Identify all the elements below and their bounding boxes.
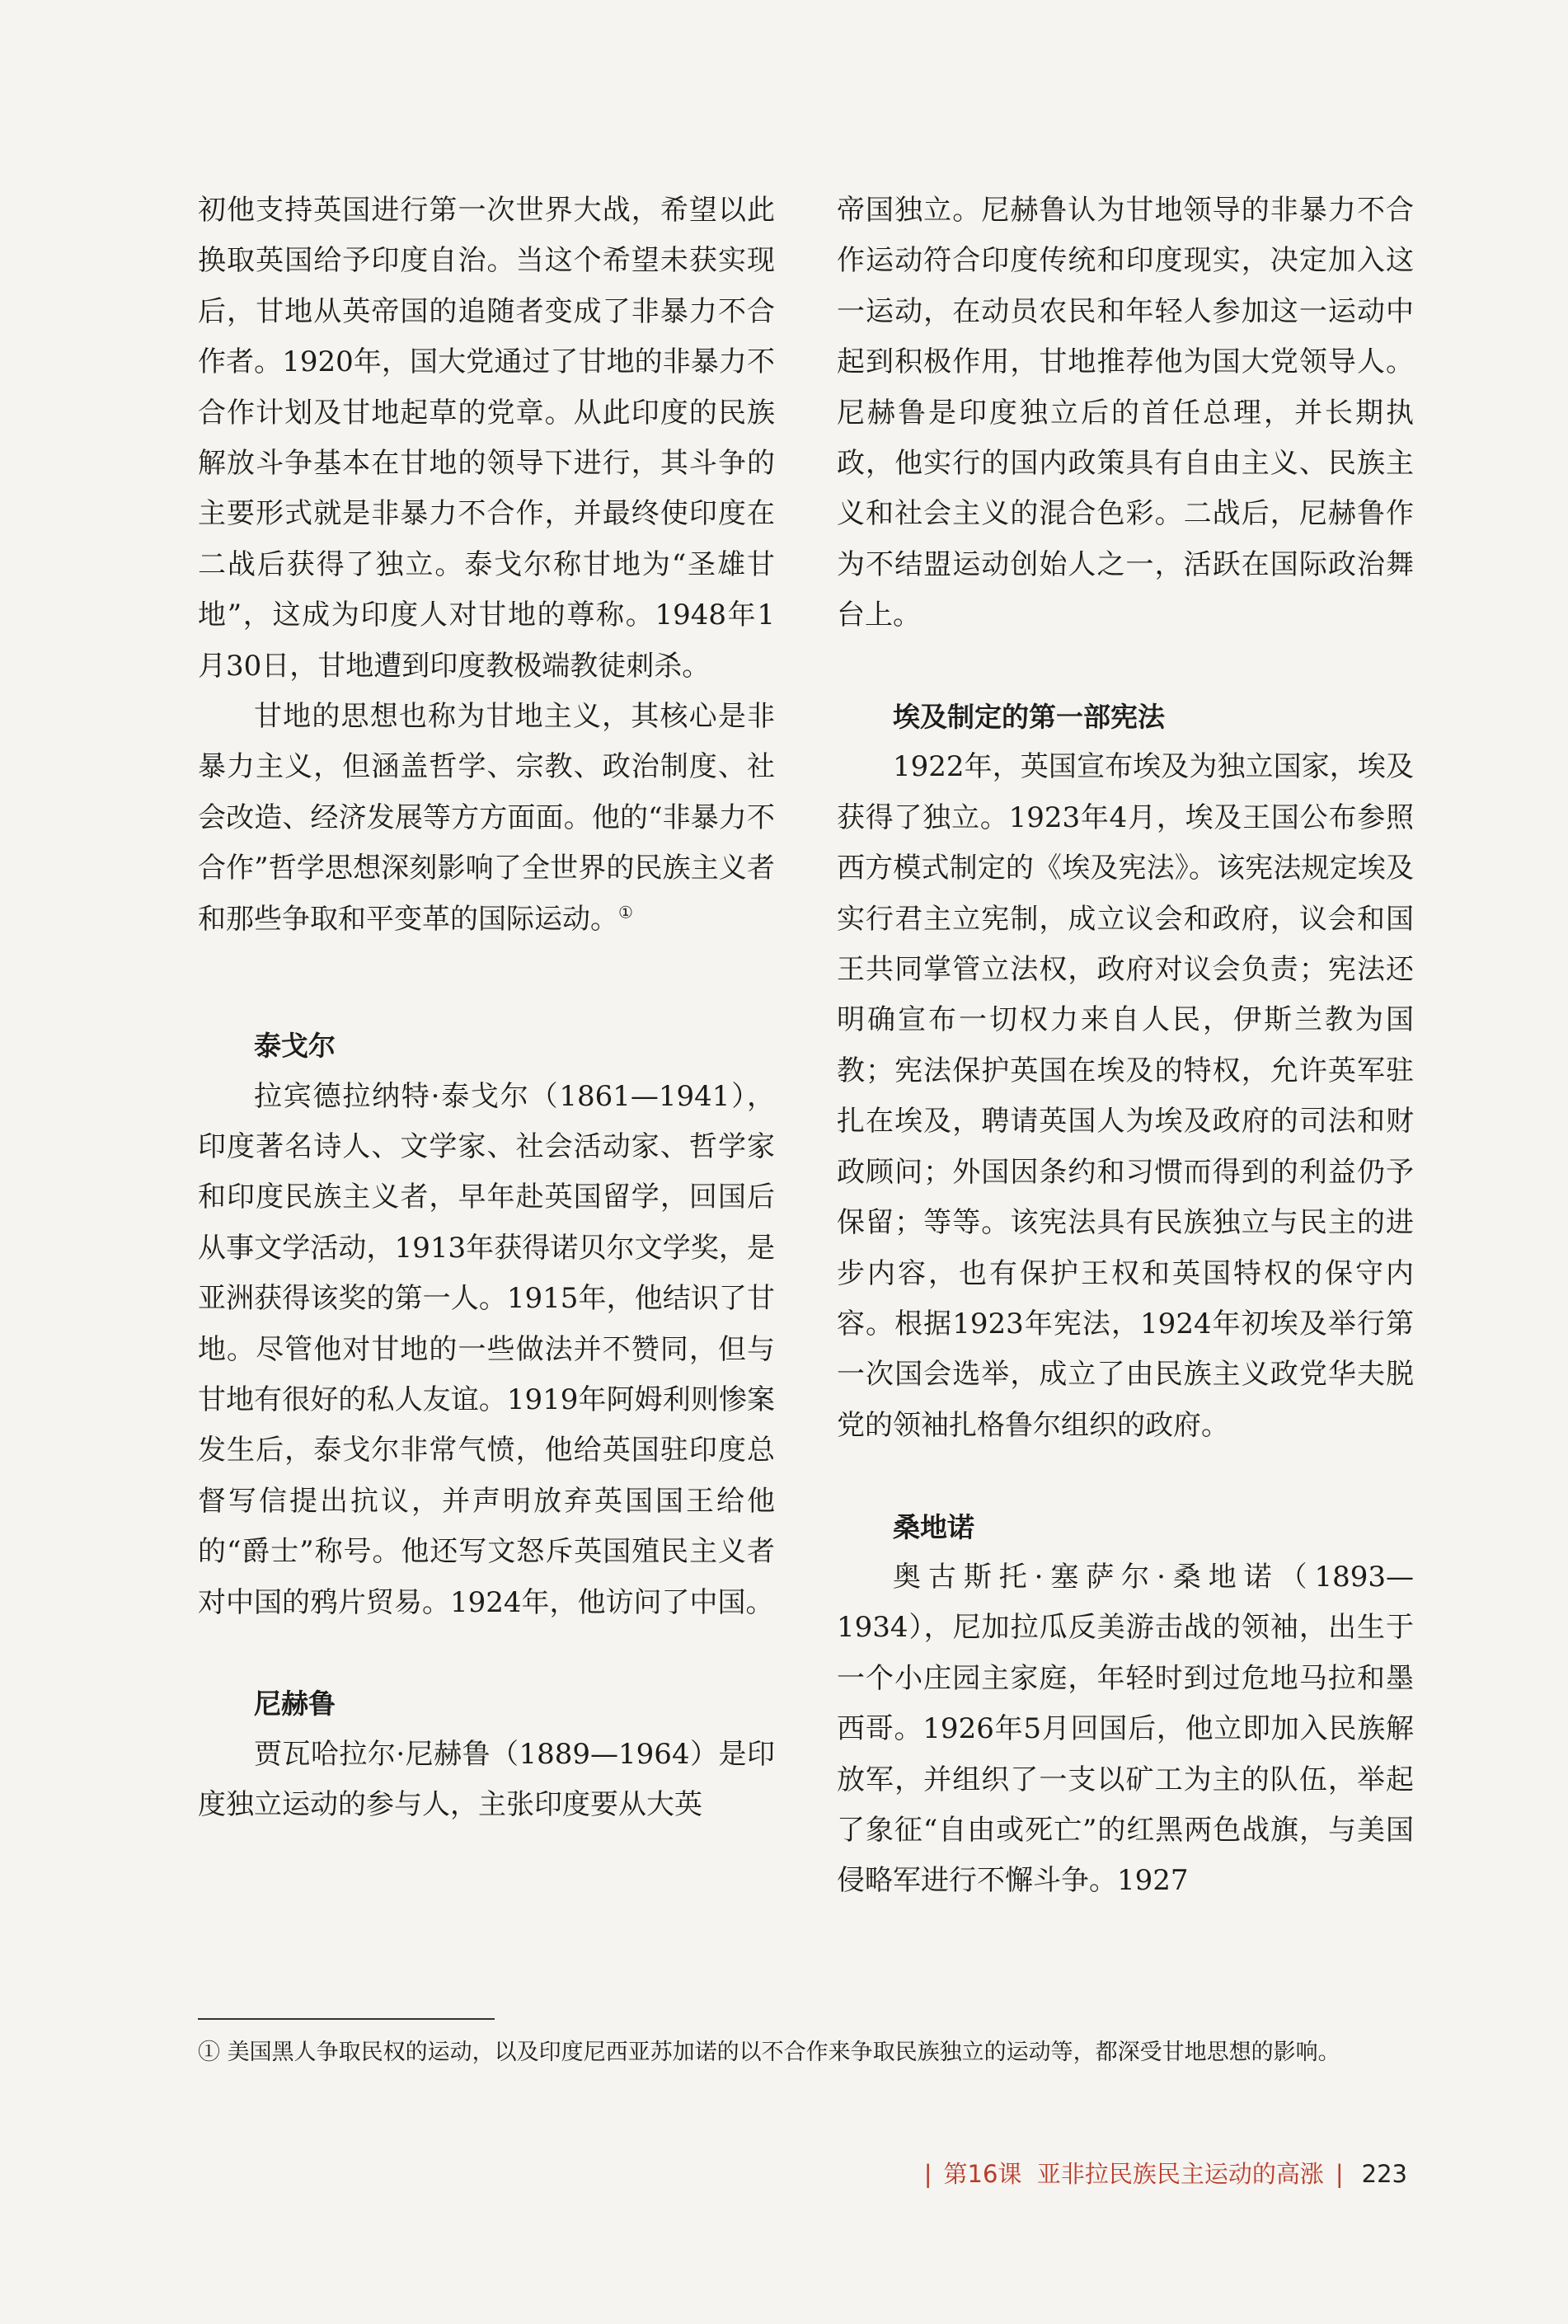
heading-nehru: 尼赫鲁 — [254, 1688, 336, 1721]
paragraph-sandino: 奥古斯托·塞萨尔·桑地诺（1893—1934），尼加拉瓜反美游击战的领袖，出生于一个小庄园主家庭，年轻时到过危地马拉和墨西哥。1926年5月回国后，他立即加入民族解放军，并组织了一支以矿工为主的队伍，举起了象征“自由或死亡”的红黑两色战旗，与美国侵略军进行不懈斗争。1927 — [837, 1560, 1414, 1898]
paragraph-nehru-cont: 帝国独立。尼赫鲁认为甘地领导的非暴力不合作运动符合印度传统和印度现实，决定加入这一运动，在动员农民和年轻人参加这一运动中起到积极作用，甘地推荐他为国大党领导人。尼赫鲁是印度独立后的首任总理，并长期执政，他实行的国内政策具有自由主义、民族主义和社会主义的混合色彩。二战后，尼赫鲁作为不结盟运动创始人之一，活跃在国际政治舞台上。 — [837, 194, 1414, 632]
paragraph-gandhi-thought-text: 甘地的思想也称为甘地主义，其核心是非暴力主义，但涵盖哲学、宗教、政治制度、社会改造、经济发展等方方面面。他的“非暴力不合作”哲学思想深刻影响了全世界的民族主义者和那些争取和平变革的国际运动。 — [198, 700, 775, 936]
page-number: 223 — [1361, 2160, 1407, 2188]
heading-tagore: 泰戈尔 — [254, 1030, 336, 1063]
paragraph-gandhi-thought — [198, 692, 775, 945]
heading-sandino: 桑地诺 — [893, 1510, 974, 1543]
right-column — [837, 185, 1414, 1907]
heading-egypt-constitution: 埃及制定的第一部宪法 — [893, 701, 1165, 734]
footer-lesson-title: 亚非拉民族民主运动的高涨 — [1036, 2160, 1324, 2188]
paragraph-nehru-start: 贾瓦哈拉尔·尼赫鲁（1889—1964）是印度独立运动的参与人，主张印度要从大英 — [198, 1737, 775, 1822]
left-column — [198, 185, 775, 1831]
paragraph-gandhi-history: 初他支持英国进行第一次世界大战，希望以此换取英国给予印度自治。当这个希望未获实现后，甘地从英帝国的追随者变成了非暴力不合作者。1920年，国大党通过了甘地的非暴力不合作计划及甘地起草的党章。从此印度的民族解放斗争基本在甘地的领导下进行，其斗争的主要形式就是非暴力不合作，并最终使印度在二战后获得了独立。泰戈尔称甘地为“圣雄甘地”，这成为印度人对甘地的尊称。1948年1月30日，甘地遭到印度教极端教徒刺杀。 — [198, 194, 775, 683]
paragraph-egypt-constitution: 1922年，英国宣布埃及为独立国家，埃及获得了独立。1923年4月，埃及王国公布参照西方模式制定的《埃及宪法》。该宪法规定埃及实行君主立宪制，成立议会和政府，议会和国王共同掌管立法权，政府对议会负责；宪法还明确宣布一切权力来自人民，伊斯兰教为国教；宪法保护英国在埃及的特权，允许英军驻扎在埃及，聘请英国人为埃及政府的司法和财政顾问；外国因条约和习惯而得到的利益仍予保留；等等。该宪法具有民族独立与民主的进步内容，也有保护王权和英国特权的保守内容。根据1923年宪法，1924年初埃及举行第一次国会选举，成立了由民族主义政党华夫脱党的领袖扎格鲁尔组织的政府。 — [837, 750, 1414, 1442]
footer-divider-left: | — [923, 2160, 932, 2188]
footnote-mark[interactable]: ① — [618, 902, 633, 923]
footnote-text: ① 美国黑人争取民权的运动，以及印度尼西亚苏加诺的以不合作来争取民族独立的运动等，都深受甘地思想的影响。 — [198, 2040, 1340, 2065]
footer-divider-right: | — [1335, 2160, 1344, 2188]
footer-lesson: 第16课 — [943, 2160, 1022, 2188]
page-footer — [913, 2156, 1407, 2190]
paragraph-tagore: 拉宾德拉纳特·泰戈尔（1861—1941），印度著名诗人、文学家、社会活动家、哲学家和印度民族主义者，早年赴英国留学，回国后从事文学活动，1913年获得诺贝尔文学奖，是亚洲获得该奖的第一人。1915年，他结识了甘地。尽管他对甘地的一些做法并不赞同，但与甘地有很好的私人友谊。1919年阿姆利则惨案发生后，泰戈尔非常气愤，他给英国驻印度总督写信提出抗议，并声明放弃英国国王给他的“爵士”称号。他还写文怒斥英国殖民主义者对中国的鸦片贸易。1924年，他访问了中国。 — [198, 1079, 775, 1619]
footnote-divider — [198, 2018, 495, 2020]
